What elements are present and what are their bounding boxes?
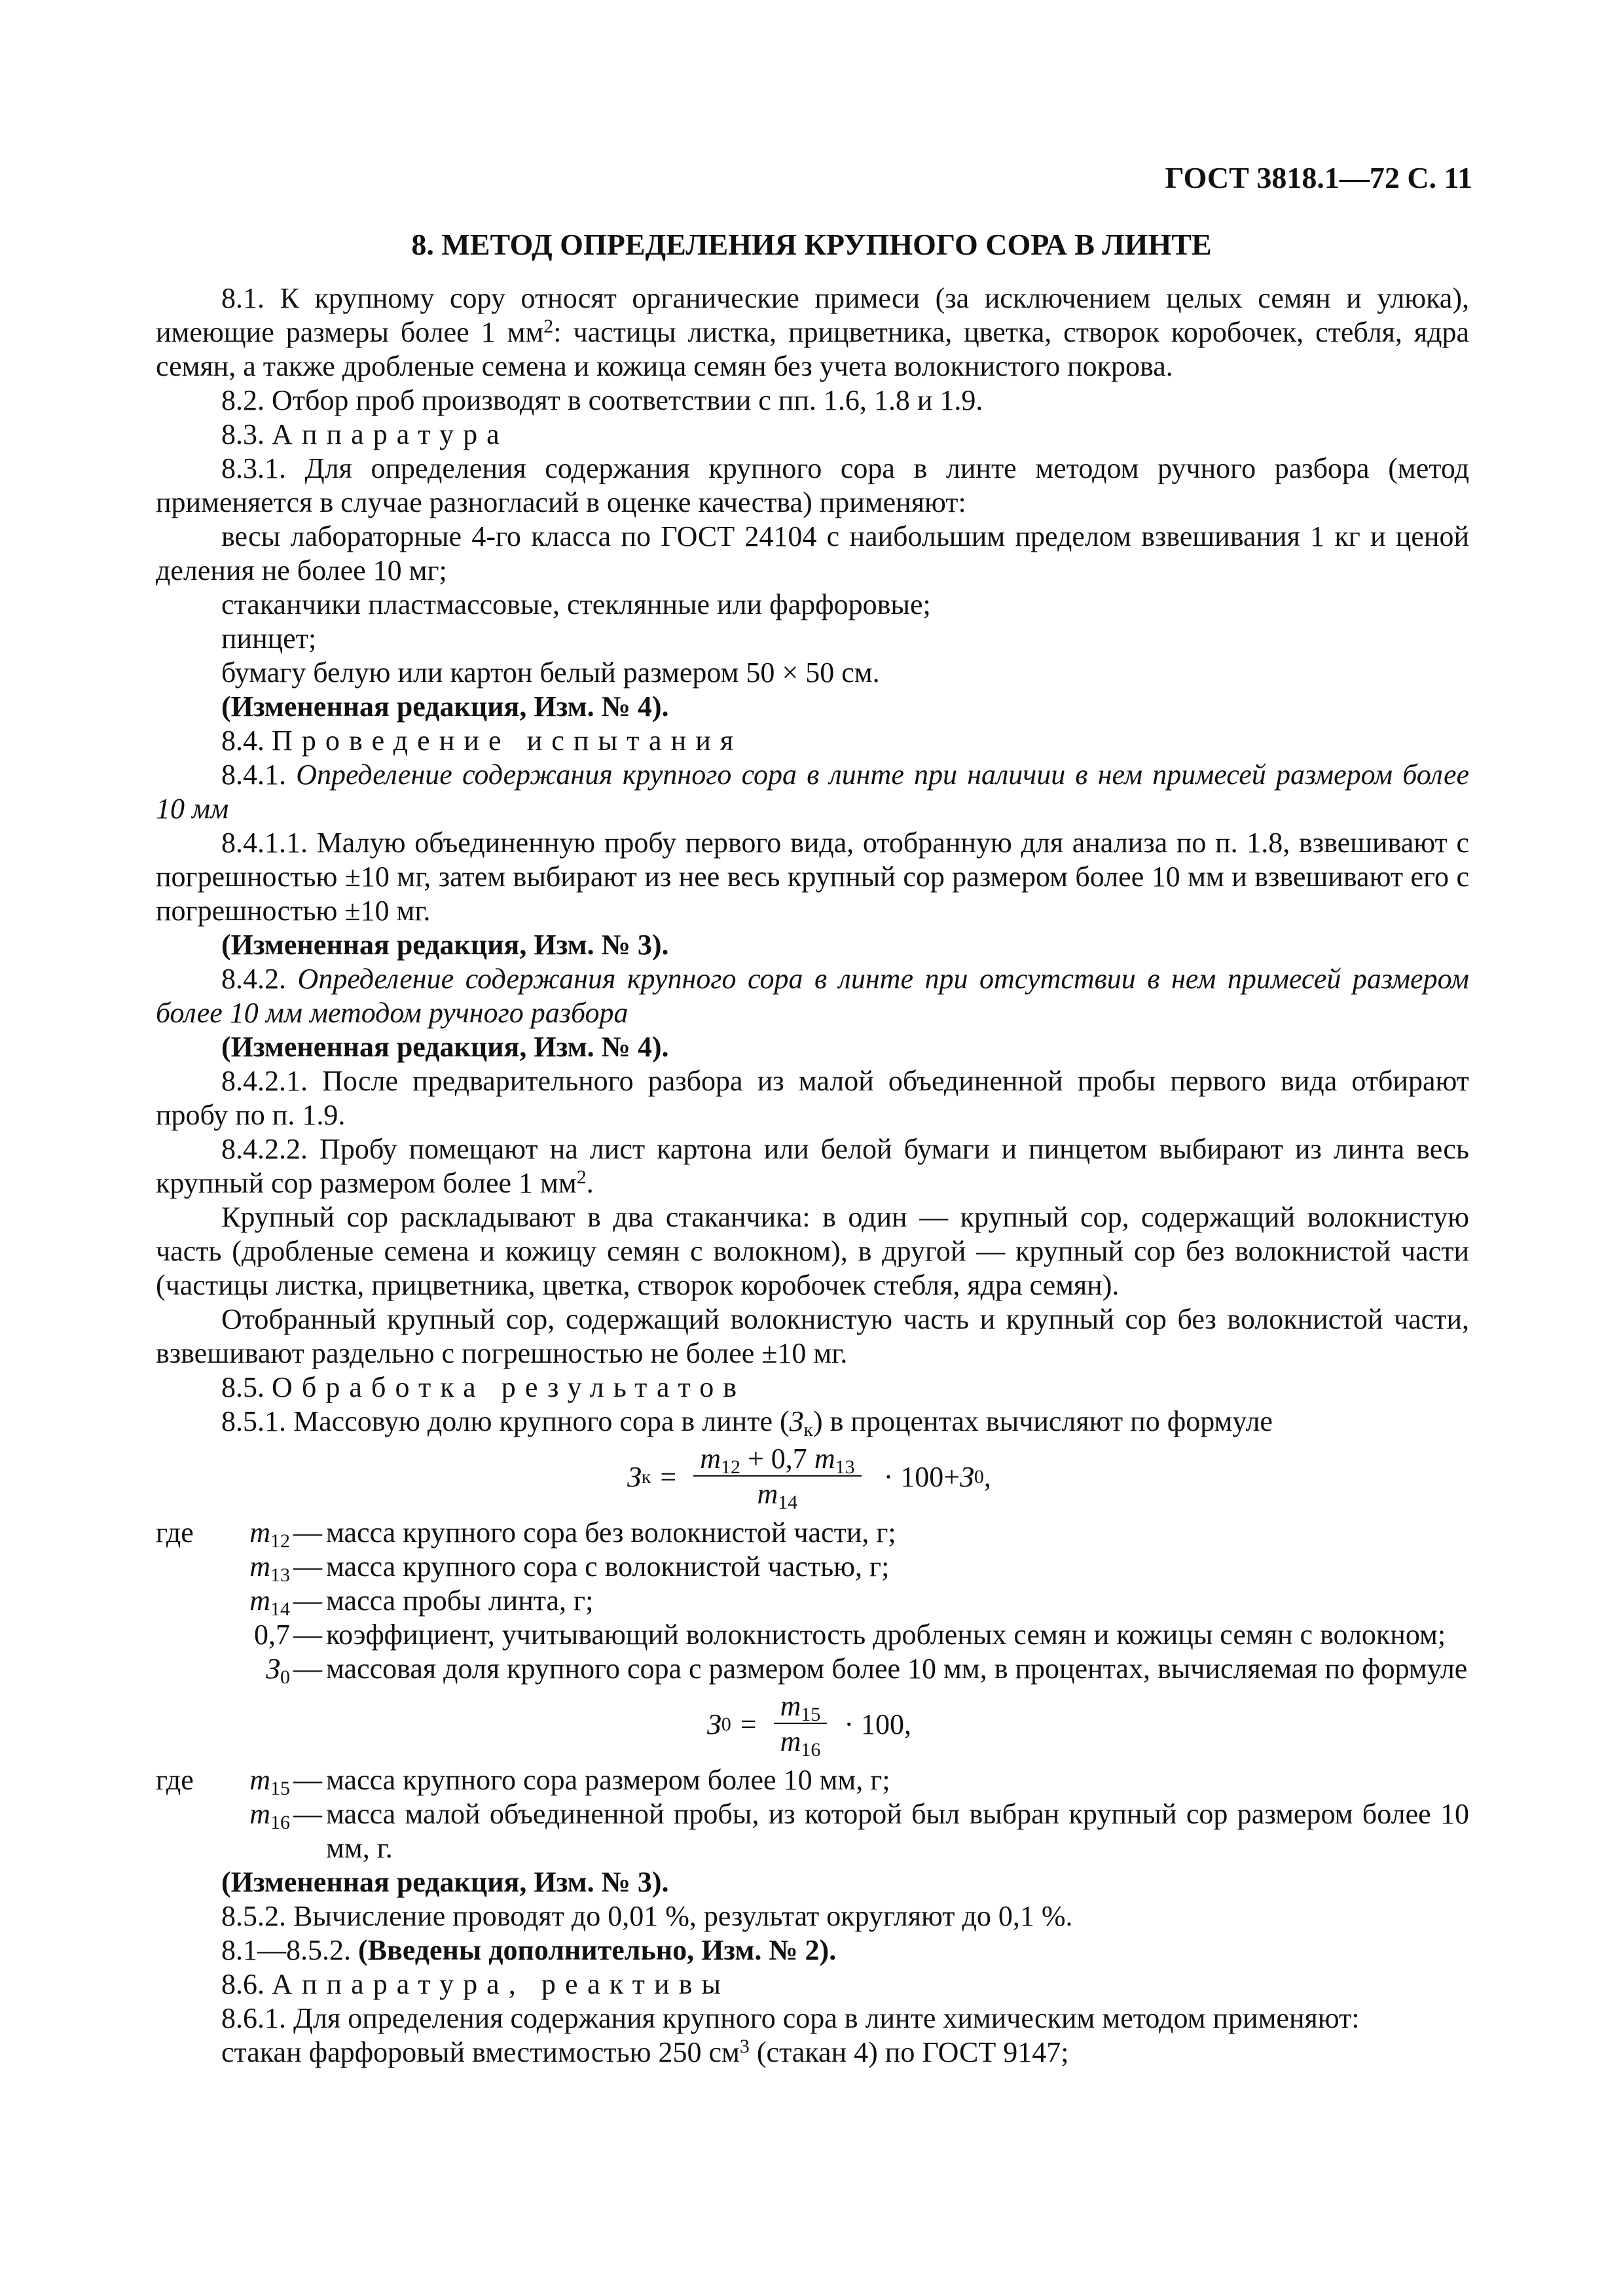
fraction: $\frac{m_{15}}{m_{16}}$ [774,1690,828,1759]
para-8-6-1: 8.6.1. Для определения содержания крупного сора в линте химическим методом применяют: [221,2002,1360,2034]
para-sorting: Крупный сор раскладывают в два стаканчика: в один — крупный сор, содержащий волокнистую часть (дробленые семена и кожицу семян с волокном), в другой — крупный сор без волокнистой части (частицы листка, прицветника, цветка, створок коробочек стебля, ядра семян). [156,1201,1469,1301]
definition-row: где $m_{15}$ — масса крупного сора размером более 10 мм, г; [156,1764,890,1799]
document-body [156,281,1469,2070]
para-8-5: 8.5. Обработка результатов [221,1371,746,1403]
para-8-4: 8.4. Проведение испытания [221,725,743,757]
para-8-2: 8.2. Отбор проб производят в соответствии с пп. 1.6, 1.8 и 1.9. [221,384,983,416]
para-8-3-1: 8.3.1. Для определения содержания крупного сора в линте методом ручного разбора (метод применяется в случае разногласий в оценке качества) применяют: [156,452,1469,518]
page-header: ГОСТ 3818.1—72 С. 11 [1165,161,1472,194]
amendment-note: (Измененная редакция, Изм. № 3). [221,929,669,961]
definition-row: $m_{13}$ — масса крупного сора с волокнистой частью, г; [249,1551,890,1586]
definition-row: где $m_{12}$ — масса крупного сора без волокнистой части, г; [156,1516,896,1552]
item-scales: весы лабораторные 4-го класса по ГОСТ 24104 с наибольшим пределом взвешивания 1 кг и ценой деления не более 10 мг; [156,520,1469,586]
item-tweezers: пинцет; [221,622,317,655]
definition-row: $m_{14}$ — масса пробы линта, г; [249,1585,594,1620]
amendment-note: (Измененная редакция, Изм. № 4). [221,691,669,723]
para-8-1: 8.1. К крупному сору относят органические примеси (за исключением целых семян и улюка), имеющие размеры более 1 $мм^2$: частицы листка, прицветника, цветка, створок коробочек, стебля, ядра семян, а также дробленые семена и кожица семян без учета волокнистого покрова. [156,282,1469,382]
definition-row: 0,7 — коэффициент, учитывающий волокнистость дробленых семян и кожицы семян с волокном; [254,1619,1446,1651]
formula-coarse-trash: З к = $\frac{m_{12} + 0,7 m_{13}}{m_{14}}$ · 100+ З 0 , [627,1443,991,1513]
definitions-list [156,1763,1469,1865]
amendment-note: (Измененная редакция, Изм. № 3). [221,1866,669,1898]
para-8-4-1: 8.4.1. Определение содержания крупного сора в линте при наличии в нем примесей размером более 10 мм [156,759,1470,825]
para-8-4-1-1: 8.4.1.1. Малую объединенную пробу первого вида, отобранную для анализа по п. 1.8, взвешивают с погрешностью ±10 мг, затем выбирают из нее весь крупный сор размером более 10 мм и взвешивают его с погрешностью ±10 мг. [156,827,1469,927]
item-cups: стаканчики пластмассовые, стеклянные или фарфоровые; [221,588,931,620]
para-8-4-2-2: 8.4.2.2. Пробу помещают на лист картона или белой бумаги и пинцетом выбирают из линта весь крупный сор размером более 1 $мм^2$. [156,1133,1469,1199]
amendment-note: (Измененная редакция, Изм. № 4). [221,1031,669,1063]
definitions-list [156,1516,1469,1686]
formula-large-trash: З 0 = $\frac{m_{15}}{m_{16}}$ · 100, [707,1690,912,1761]
item-paper: бумагу белую или картон белый размером 50 × 50 см. [221,656,880,689]
para-8-3: 8.3. Аппаратура [221,418,509,450]
definition-row: $m_{16}$ — масса малой объединенной пробы, из которой был выбран крупный сор размером более 10 мм, г. [249,1798,1469,1864]
para-8-4-2-1: 8.4.2.1. После предварительного разбора из малой объединенной пробы первого вида отбирают пробу по п. 1.9. [156,1065,1469,1131]
definition-row: $З_0$ — массовая доля крупного сора с размером более 10 мм, в процентах, вычисляемая по формуле [266,1653,1468,1688]
para-8-5-1: 8.5.1. Массовую долю крупного сора в линте $(З_к)$ в процентах вычисляют по формуле [221,1405,1273,1441]
para-8-4-2: 8.4.2. Определение содержания крупного сора в линте при отсутствии в нем примесей размером более 10 мм методом ручного разбора [156,963,1469,1029]
para-8-6: 8.6. Аппаратура, реактивы [221,1968,731,2000]
para-8-1-8-5-2: 8.1—8.5.2. (Введены дополнительно, Изм. № 2). [221,1934,837,1966]
fraction: $\frac{m_{12} + 0,7 m_{13}}{m_{14}}$ [693,1443,861,1512]
para-8-5-2: 8.5.2. Вычисление проводят до 0,01 %, результат округляют до 0,1 %. [221,1900,1073,1932]
section-title: 8. МЕТОД ОПРЕДЕЛЕНИЯ КРУПНОГО СОРА В ЛИНТЕ [411,228,1212,261]
item-porcelain-glass: стакан фарфоровый вместимостью 250 $см^3$ (стакан 4) по ГОСТ 9147; [221,2036,1069,2068]
para-weighing: Отобранный крупный сор, содержащий волокнистую часть и крупный сор без волокнистой части, взвешивают раздельно с погрешностью не более ±10 мг. [156,1303,1469,1369]
